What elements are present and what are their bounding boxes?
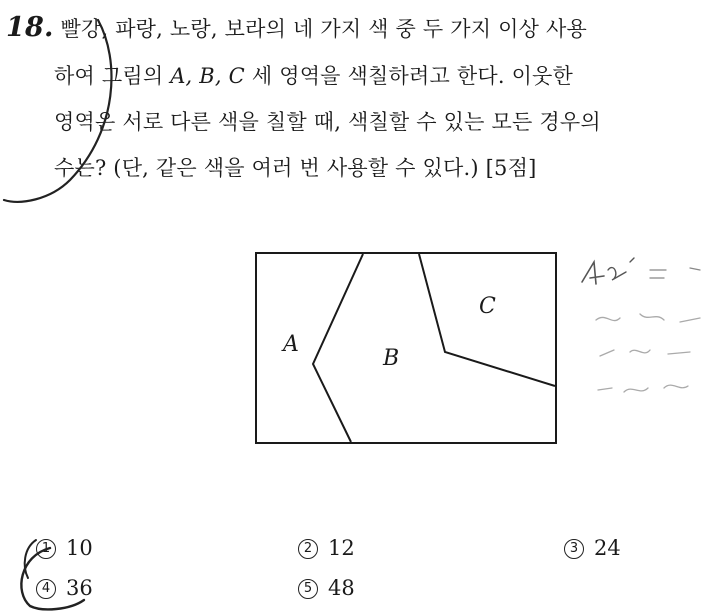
- question-line-4: [54, 152, 536, 182]
- choice-value-4: 36: [66, 576, 93, 600]
- question-text-2a: 하여 그림의: [54, 64, 171, 88]
- choice-marker-2: 2: [298, 539, 318, 559]
- pencil-scribble-6: [598, 385, 688, 392]
- figure-border: [256, 253, 556, 443]
- boundary-b-c: [419, 254, 555, 386]
- region-diagram: [255, 252, 565, 450]
- choice-5[interactable]: [298, 576, 355, 600]
- question-text-3: 영역은 서로 다른 색을 칠할 때, 색칠할 수 있는 모든 경우의: [54, 110, 601, 134]
- region-figure-svg: [255, 252, 565, 446]
- region-label-b: B: [383, 346, 400, 371]
- question-text-2b: 세 영역을 색칠하려고 한다. 이웃한: [244, 64, 574, 88]
- choice-value-1: 10: [66, 536, 93, 560]
- choice-marker-5: 5: [298, 579, 318, 599]
- pencil-scribble-1: [582, 262, 604, 284]
- choice-marker-3: 3: [564, 539, 584, 559]
- pencil-scribble-4: [596, 314, 700, 322]
- choice-4[interactable]: [36, 576, 93, 600]
- question-line-1: [6, 12, 587, 43]
- question-number: 18.: [6, 12, 54, 43]
- choice-value-2: 12: [328, 536, 355, 560]
- boundary-a-b: [313, 254, 363, 442]
- question-text-4: 수는? (단, 같은 색을 여러 번 사용할 수 있다.) [5점]: [54, 156, 537, 180]
- pencil-scribble-2: [608, 258, 634, 280]
- question-math-abc: A, B, C: [170, 64, 245, 88]
- pencil-scribble-5: [600, 350, 690, 356]
- question-line-2: [54, 60, 573, 90]
- choice-value-5: 48: [328, 576, 355, 600]
- choice-2[interactable]: [298, 536, 355, 560]
- region-label-a: A: [283, 332, 299, 357]
- question-text-1: 빨강, 파랑, 노랑, 보라의 네 가지 색 중 두 가지 이상 사용: [60, 17, 587, 41]
- choice-value-3: 24: [594, 536, 621, 560]
- answer-circle-mark-inner: [25, 540, 36, 578]
- choice-marker-4: 4: [36, 579, 56, 599]
- choice-1[interactable]: [36, 536, 93, 560]
- question-line-3: [54, 106, 601, 136]
- choice-marker-1: 1: [36, 539, 56, 559]
- pencil-scribble-3: [650, 268, 700, 278]
- region-label-c: C: [479, 294, 496, 319]
- choice-3[interactable]: [564, 536, 621, 560]
